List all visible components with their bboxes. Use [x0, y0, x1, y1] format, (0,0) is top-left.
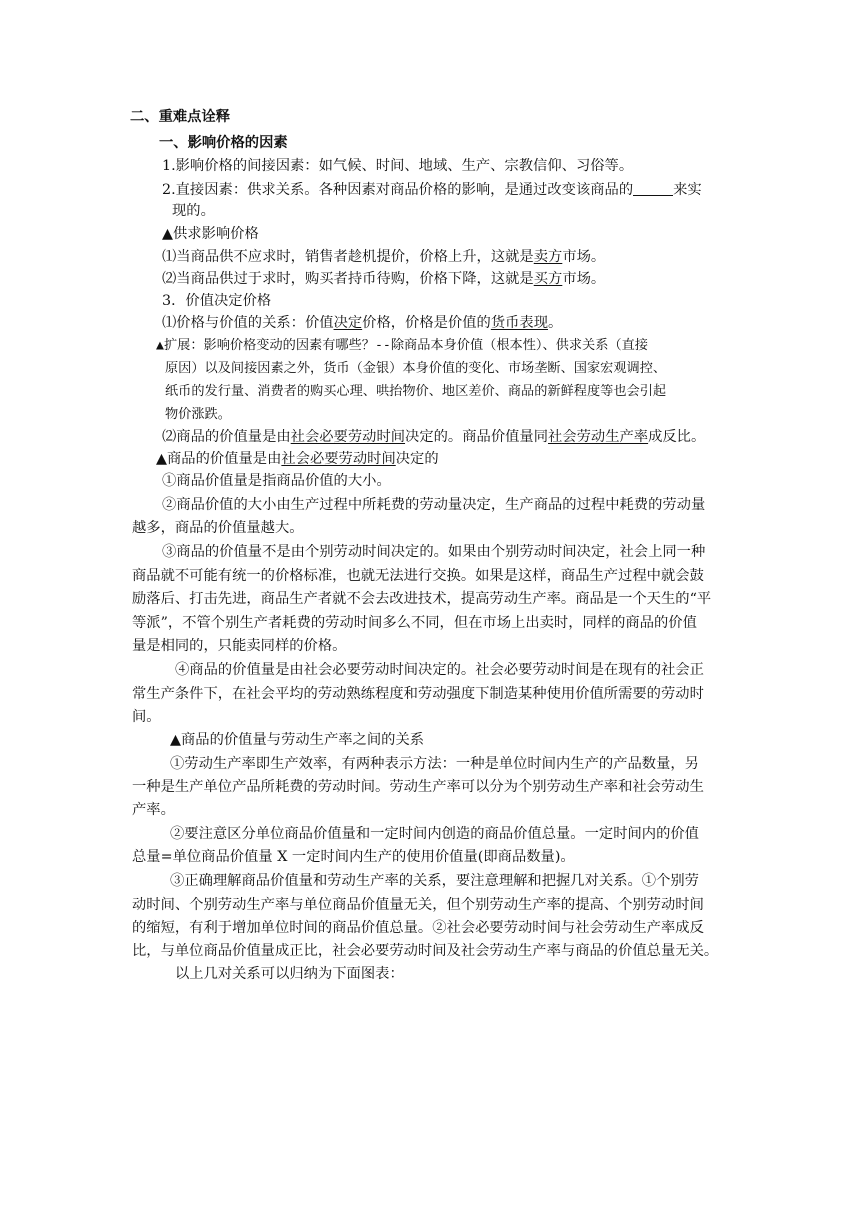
- productivity-q2-line: 总量=单位商品价值量 X 一定时间内生产的使用价值量(即商品数量)。: [132, 849, 575, 865]
- productivity-q3-line: 动时间、个别劳动生产率与单位商品价值量无关，但个别劳动生产率的提高、个别劳动时间: [132, 897, 704, 913]
- value-price-relation: [162, 313, 562, 333]
- value-amount-title-tail: 决定的: [395, 451, 439, 467]
- relation-text: ⑴价格与价值的关系：价值: [162, 315, 334, 331]
- section-heading: 二、重难点诠释: [130, 109, 231, 125]
- point-2-line: ②商品价值的大小由生产过程中所耗费的劳动量决定，生产商品的过程中耗费的劳动量: [162, 497, 706, 513]
- value-price-title: 3．价值决定价格: [162, 293, 272, 309]
- point-3-line: 等派”，不管个别生产者耗费的劳动时间多么不同，但在市场上出卖时，同样的商品的价值: [132, 615, 697, 631]
- term-social-labor-time: 社会必要劳动时间: [281, 451, 396, 467]
- value-amount-middle: 决定的。商品价值量同: [405, 429, 549, 445]
- direct-factors-tail: 来实: [673, 182, 702, 198]
- point-3-line: 量是相同的，只能卖同样的价格。: [132, 638, 347, 654]
- point-2-line: 越多，商品的价值量越大。: [132, 520, 304, 536]
- relation-end: 。: [548, 315, 563, 331]
- productivity-q3-line: 的缩短，有利于增加单位时间的商品价值总量。②社会必要劳动时间与社会劳动生产率成反: [132, 920, 704, 936]
- direct-factors-cont: 现的。: [172, 203, 215, 219]
- point-4-line: ④商品的价值量是由社会必要劳动时间决定的。社会必要劳动时间是在现有的社会正: [175, 662, 704, 678]
- point-4-line: 常生产条件下，在社会平均的劳动熟练程度和劳动强度下制造某种使用价值所需要的劳动时: [132, 686, 704, 702]
- productivity-q1-line: 一种是生产单位产品所耗费的劳动时间。劳动生产率可以分为个别劳动生产率和社会劳动生: [132, 779, 704, 795]
- point-1: ①商品价值量是指商品价值的大小。: [162, 473, 391, 489]
- seller-market-text: ⑴当商品供不应求时，销售者趁机提价，价格上升，这就是: [162, 249, 534, 265]
- point-3-line: 励落后、打击先进，商品生产者就不会去改进技术，提高劳动生产率。商品是一个天生的“平: [132, 591, 712, 607]
- buyer-market: [162, 269, 605, 289]
- buyer-market-tail: 市场。: [562, 271, 606, 287]
- seller-market-tail: 市场。: [562, 249, 606, 265]
- relation-term-money: 货币表现: [490, 315, 549, 331]
- indirect-factors: 1.影响价格的间接因素：如气候、时间、地域、生产、宗教信仰、习俗等。: [162, 158, 634, 174]
- extension-line: ▲扩展：影响价格变动的因素有哪些？--除商品本身价值（根本性）、供求关系（直接: [156, 338, 648, 353]
- summary-note: 以上几对关系可以归纳为下面图表：: [175, 966, 404, 982]
- sub-heading: 一、影响价格的因素: [159, 135, 288, 151]
- supply-demand-title: ▲供求影响价格: [162, 226, 259, 242]
- point-3-line: 商品就不可能有统一的价格标准，也就无法进行交换。如果是这样，商品生产过程中就会鼓: [132, 568, 704, 584]
- productivity-q1-line: 产率。: [132, 802, 175, 818]
- extension-line: 原因）以及间接因素之外，货币（金银）本身价值的变化、市场垄断、国家宏观调控、: [165, 361, 667, 376]
- extension-line: 物价涨跌。: [165, 407, 231, 422]
- productivity-q2-line: ②要注意区分单位商品价值量和一定时间内创造的商品价值总量。一定时间内的价值: [170, 826, 699, 842]
- term-social-productivity: 社会劳动生产率: [548, 429, 649, 445]
- term-social-labor-time: 社会必要劳动时间: [290, 429, 406, 445]
- value-amount-rule: [162, 427, 705, 447]
- buyer-term: 买方: [533, 271, 563, 287]
- productivity-q3-line: 比，与单位商品价值量成正比，社会必要劳动时间及社会劳动生产率与商品的价值总量无关。: [132, 943, 719, 959]
- point-4-line: 间。: [132, 709, 161, 725]
- seller-market: [162, 247, 605, 267]
- direct-factors: [162, 180, 702, 200]
- extension-line: 纸币的发行量、消费者的购买心理、哄抬物价、地区差价、商品的新鲜程度等也会引起: [165, 384, 667, 399]
- buyer-market-text: ⑵当商品供过于求时，购买者持币待购，价格下降，这就是: [162, 271, 534, 287]
- fill-in-blank: [633, 181, 673, 196]
- value-amount-end: 成反比。: [648, 429, 706, 445]
- value-amount-title: [156, 449, 439, 469]
- productivity-title: ▲商品的价值量与劳动生产率之间的关系: [170, 732, 425, 748]
- relation-middle: 价格，价格是价值的: [362, 315, 491, 331]
- value-amount-text: ⑵商品的价值量是由: [162, 429, 291, 445]
- seller-term: 卖方: [533, 249, 563, 265]
- productivity-q1-line: ①劳动生产率即生产效率，有两种表示方法：一种是单位时间内生产的产品数量，另: [170, 756, 699, 772]
- relation-term-decide: 决定: [333, 315, 363, 331]
- direct-factors-text: 2.直接因素：供求关系。各种因素对商品价格的影响，是通过改变该商品的: [162, 182, 634, 198]
- value-amount-title-text: ▲商品的价值量是由: [156, 451, 282, 467]
- productivity-q3-line: ③正确理解商品价值量和劳动生产率的关系，要注意理解和把握几对关系。①个别劳: [170, 873, 699, 889]
- point-3-line: ③商品的价值量不是由个别劳动时间决定的。如果由个别劳动时间决定，社会上同一种: [162, 544, 706, 560]
